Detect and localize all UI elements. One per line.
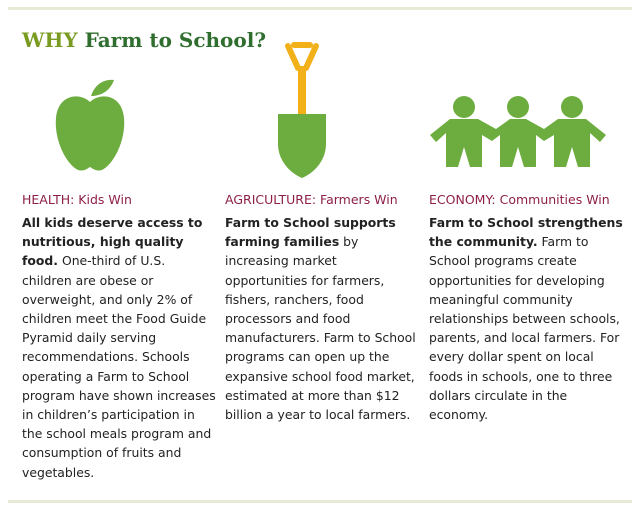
agriculture-heading: AGRICULTURE: Farmers Win <box>225 192 398 207</box>
economy-heading: ECONOMY: Communities Win <box>429 192 610 207</box>
health-lead: All kids deserve access to nutritious, high quality food. <box>22 215 203 269</box>
health-body: One-third of U.S. children are obese or overweight, and only 2% of children meet the Food Guide Pyramid daily serving recommendations. Schools operating a Farm to School program have shown increases in children’s participation in the school meals program and consumption of fruits and vegetables. <box>22 253 216 480</box>
agriculture-lead: Farm to School supports farming families <box>225 215 396 250</box>
people-chain-icon <box>430 95 606 171</box>
economy-column <box>429 192 624 424</box>
shovel-icon <box>272 40 332 180</box>
page-title <box>22 28 266 52</box>
agriculture-body: by increasing market opportunities for farmers, fishers, ranchers, food processors and food manufacturers. Farm to School programs can open up the expansive school food market, estimated at more than $12 billion a year to local farmers. <box>225 234 416 423</box>
agriculture-text <box>225 213 420 424</box>
health-text <box>22 213 217 482</box>
health-column <box>22 192 217 482</box>
apple-icon <box>52 74 128 174</box>
economy-lead: Farm to School strengthens the community. <box>429 215 623 250</box>
economy-text <box>429 213 624 424</box>
top-divider <box>8 7 632 10</box>
health-heading: HEALTH: Kids Win <box>22 192 132 207</box>
economy-body: Farm to School programs create opportunities for developing meaningful community relationships between schools, parents, and local farmers. For every dollar spent on local foods in schools, one to three dollars circulate in the economy. <box>429 234 620 423</box>
title-main: Farm to School? <box>84 28 267 52</box>
bottom-divider <box>8 500 632 503</box>
agriculture-column <box>225 192 420 424</box>
title-prefix: WHY <box>22 28 78 52</box>
